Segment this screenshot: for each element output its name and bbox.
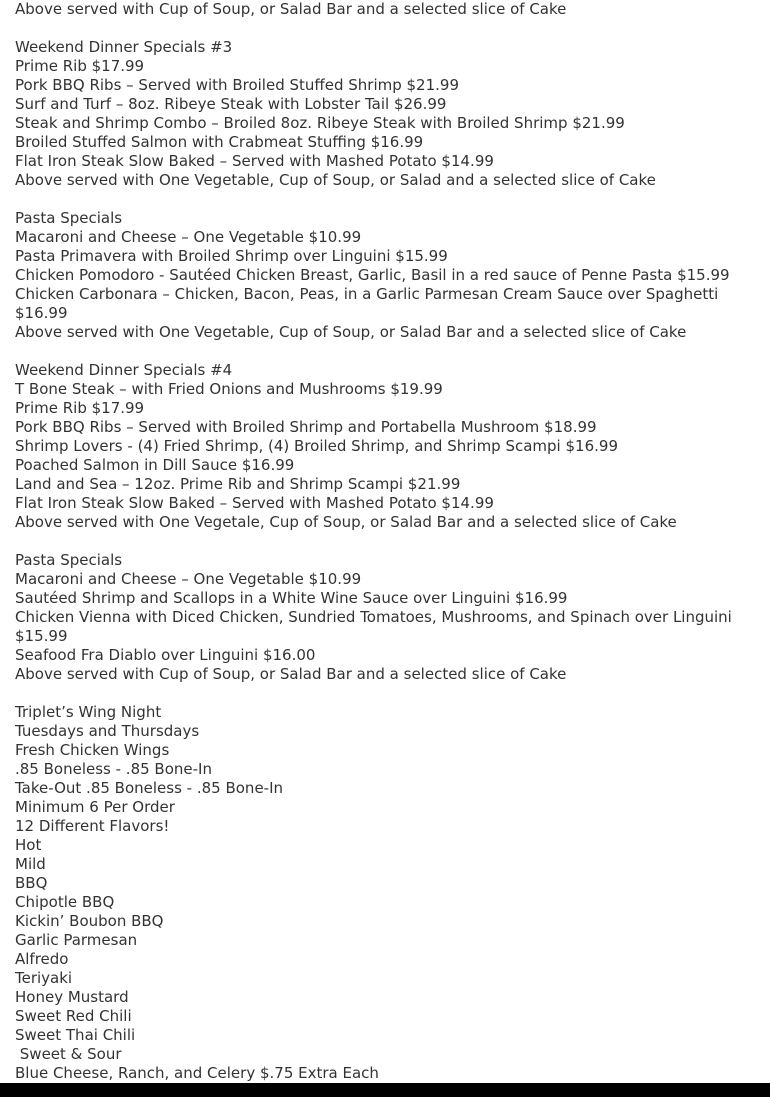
wing-flavor: Alfredo xyxy=(15,950,69,968)
wing-flavor: Sweet Red Chili xyxy=(15,1007,132,1025)
menu-content xyxy=(15,0,755,1083)
menu-item: Land and Sea – 12oz. Prime Rib and Shrimp Scampi $21.99 xyxy=(15,475,461,493)
pasta-specials-section-2 xyxy=(15,551,755,684)
section-title: Pasta Specials xyxy=(15,209,123,227)
weekend-dinner-specials-3-section xyxy=(15,38,755,190)
menu-item: Prime Rib $17.99 xyxy=(15,57,145,75)
wing-flavor: Hot xyxy=(15,836,42,854)
section-title: Weekend Dinner Specials #4 xyxy=(15,361,233,379)
menu-item: Surf and Turf – 8oz. Ribeye Steak with Lobster Tail $26.99 xyxy=(15,95,447,113)
wing-info-line: Fresh Chicken Wings xyxy=(15,741,170,759)
menu-item: Flat Iron Steak Slow Baked – Served with Mashed Potato $14.99 xyxy=(15,152,494,170)
spacer xyxy=(15,684,755,703)
spacer xyxy=(15,190,755,209)
wing-flavor: Honey Mustard xyxy=(15,988,129,1006)
wing-info-line: Tuesdays and Thursdays xyxy=(15,722,200,740)
wing-flavor: Kickin’ Boubon BBQ xyxy=(15,912,164,930)
menu-item: Chicken Vienna with Diced Chicken, Sundried Tomatoes, Mushrooms, and Spinach over Linguini $15.99 xyxy=(15,608,737,645)
served-with-note: Above served with One Vegetable, Cup of Soup, or Salad and a selected slice of Cake xyxy=(15,171,656,189)
intro-served-with-note: Above served with Cup of Soup, or Salad Bar and a selected slice of Cake xyxy=(15,0,567,18)
served-with-note: Above served with One Vegetable, Cup of Soup, or Salad Bar and a selected slice of Cake xyxy=(15,323,687,341)
menu-item: Pasta Primavera with Broiled Shrimp over Linguini $15.99 xyxy=(15,247,448,265)
menu-item: Prime Rib $17.99 xyxy=(15,399,145,417)
wing-info-line: 12 Different Flavors! xyxy=(15,817,170,835)
menu-item: Chicken Pomodoro - Sautéed Chicken Breast, Garlic, Basil in a red sauce of Penne Pasta $15.99 xyxy=(15,266,730,284)
pasta-specials-section-1 xyxy=(15,209,755,342)
section-title: Pasta Specials xyxy=(15,551,123,569)
wing-flavor: Sweet & Sour xyxy=(15,1045,122,1063)
section-title: Weekend Dinner Specials #3 xyxy=(15,38,233,56)
menu-item: Chicken Carbonara – Chicken, Bacon, Peas, in a Garlic Parmesan Cream Sauce over Spaghetti $16.99 xyxy=(15,285,724,322)
menu-item: Seafood Fra Diablo over Linguini $16.00 xyxy=(15,646,316,664)
bottom-bar xyxy=(0,1083,770,1097)
wing-info-line: Take-Out .85 Boneless - .85 Bone-In xyxy=(15,779,284,797)
menu-item: Macaroni and Cheese – One Vegetable $10.99 xyxy=(15,228,362,246)
wing-flavor: Garlic Parmesan xyxy=(15,931,138,949)
menu-item: Sautéed Shrimp and Scallops in a White Wine Sauce over Linguini $16.99 xyxy=(15,589,568,607)
wing-info-line: .85 Boneless - .85 Bone-In xyxy=(15,760,212,778)
menu-item: Flat Iron Steak Slow Baked – Served with Mashed Potato $14.99 xyxy=(15,494,494,512)
wing-info-line: Minimum 6 Per Order xyxy=(15,798,175,816)
served-with-note: Above served with One Vegetale, Cup of Soup, or Salad Bar and a selected slice of Cake xyxy=(15,513,677,531)
menu-item: Macaroni and Cheese – One Vegetable $10.99 xyxy=(15,570,362,588)
weekend-dinner-specials-4-section xyxy=(15,361,755,532)
menu-item: Poached Salmon in Dill Sauce $16.99 xyxy=(15,456,295,474)
wing-flavor: Sweet Thai Chili xyxy=(15,1026,136,1044)
wing-flavor: Mild xyxy=(15,855,46,873)
menu-item: Broiled Stuffed Salmon with Crabmeat Stuffing $16.99 xyxy=(15,133,424,151)
wing-flavor: Chipotle BBQ xyxy=(15,893,115,911)
wing-flavor: Teriyaki xyxy=(15,969,73,987)
wing-night-section xyxy=(15,703,755,1083)
menu-item: Steak and Shrimp Combo – Broiled 8oz. Ribeye Steak with Broiled Shrimp $21.99 xyxy=(15,114,625,132)
spacer xyxy=(15,19,755,38)
menu-item: Shrimp Lovers - (4) Fried Shrimp, (4) Broiled Shrimp, and Shrimp Scampi $16.99 xyxy=(15,437,618,455)
menu-item: Pork BBQ Ribs – Served with Broiled Stuffed Shrimp $21.99 xyxy=(15,76,460,94)
menu-item: T Bone Steak – with Fried Onions and Mushrooms $19.99 xyxy=(15,380,443,398)
served-with-note: Above served with Cup of Soup, or Salad Bar and a selected slice of Cake xyxy=(15,665,567,683)
menu-item: Pork BBQ Ribs – Served with Broiled Shrimp and Portabella Mushroom $18.99 xyxy=(15,418,597,436)
wing-extras-note: Blue Cheese, Ranch, and Celery $.75 Extra Each xyxy=(15,1064,379,1082)
wing-flavor: BBQ xyxy=(15,874,48,892)
section-title: Triplet’s Wing Night xyxy=(15,703,162,721)
spacer xyxy=(15,342,755,361)
spacer xyxy=(15,532,755,551)
